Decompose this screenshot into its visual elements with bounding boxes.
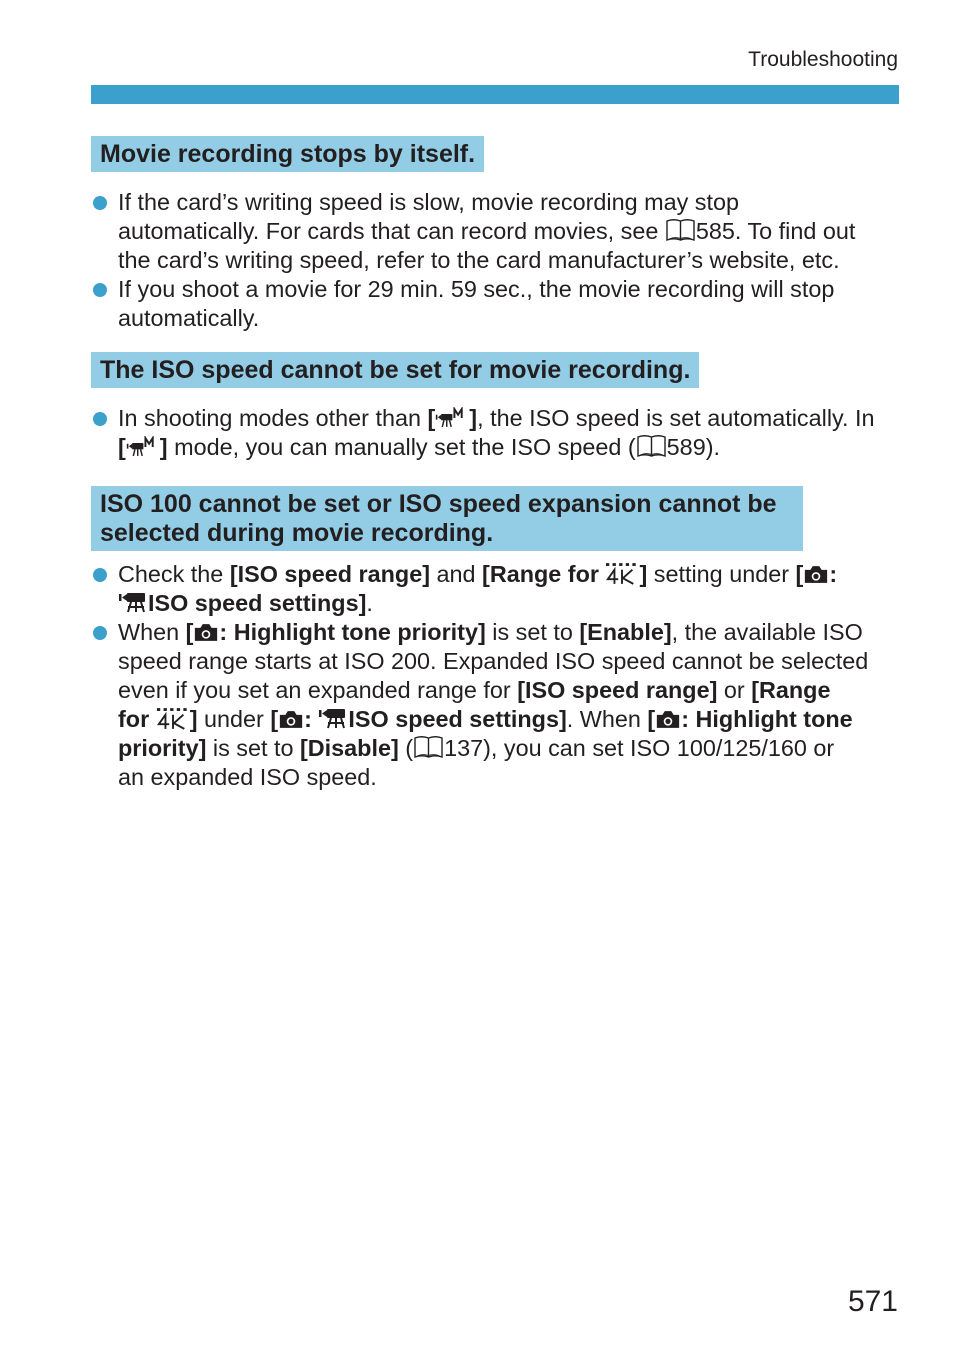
text-span: 589). (666, 434, 720, 460)
text-span: under (197, 706, 271, 732)
menu-term: priority] (118, 735, 207, 761)
text-span: automatically. For cards that can record movies, see (118, 218, 665, 244)
list-item (91, 275, 903, 333)
text-line (118, 618, 903, 647)
section-heading-iso-movie (91, 352, 699, 388)
menu-term: : (829, 561, 838, 587)
bracket: [ (795, 561, 804, 587)
text-line (118, 404, 903, 433)
section-list-iso-100 (91, 560, 903, 792)
section-list-iso-movie (91, 404, 903, 462)
text-line: If you shoot a movie for 29 min. 59 sec., the movie recording will stop (118, 276, 835, 302)
4k-icon (605, 562, 639, 585)
book-reference-icon (665, 218, 696, 242)
book-reference-icon (636, 434, 667, 458)
text-span: , the ISO speed is set automatically. In (477, 405, 875, 431)
text-span: is set to (206, 735, 300, 761)
menu-term: ISO speed settings] (348, 706, 567, 732)
text-line (118, 705, 903, 734)
menu-term: [ISO speed range] (229, 561, 430, 587)
bracket: [ (647, 706, 656, 732)
heading-text: Movie recording stops by itself. (100, 140, 476, 168)
bullet-dot (93, 626, 107, 640)
menu-term: [ISO speed range] (517, 677, 718, 703)
text-span: or (717, 677, 752, 703)
bullet-dot (93, 412, 107, 426)
section-heading-iso-100 (91, 486, 803, 551)
camera-icon (655, 709, 681, 730)
text-line: automatically. (118, 305, 260, 331)
text-line (118, 734, 903, 763)
top-accent-bar (91, 85, 899, 104)
text-span: . When (566, 706, 648, 732)
movie-manual-mode-icon (126, 436, 160, 458)
text-line (118, 433, 903, 462)
bracket: [ (185, 619, 194, 645)
text-line (118, 589, 903, 618)
menu-term: [Disable] (299, 735, 399, 761)
text-span: In shooting modes other than (118, 405, 428, 431)
section-heading-movie-stops (91, 136, 484, 172)
camera-icon (803, 564, 829, 585)
bracket: ] (189, 706, 198, 732)
menu-term: [Range for (482, 561, 606, 587)
text-span: 585. To find out (695, 218, 856, 244)
text-line: an expanded ISO speed. (118, 764, 377, 790)
menu-term: : Highlight tone priority] (219, 619, 486, 645)
text-span: When (118, 619, 186, 645)
bracket: [ (427, 405, 436, 431)
bullet-dot (93, 196, 107, 210)
text-span: ( (398, 735, 414, 761)
movie-icon (318, 706, 348, 730)
bracket: ] (159, 434, 168, 460)
heading-text-line-2: selected during movie recording. (100, 519, 494, 547)
heading-text-line-1: ISO 100 cannot be set or ISO speed expansion cannot be (100, 490, 777, 518)
text-line (118, 560, 903, 589)
text-span: mode, you can manually set the ISO speed ( (167, 434, 636, 460)
list-item (91, 560, 903, 618)
text-line: the card’s writing speed, refer to the card manufacturer’s website, etc. (118, 247, 840, 273)
menu-term: [Enable] (579, 619, 672, 645)
menu-term: [Range (751, 677, 831, 703)
text-line (118, 676, 903, 705)
movie-manual-mode-icon (435, 407, 469, 429)
text-span: setting under (647, 561, 796, 587)
text-span: and (430, 561, 483, 587)
section-list-movie-stops (91, 188, 903, 333)
menu-term: : Highlight tone (681, 706, 853, 732)
heading-text: The ISO speed cannot be set for movie recording. (100, 356, 691, 384)
running-head: Troubleshooting (748, 48, 898, 71)
list-item (91, 404, 903, 462)
list-item (91, 188, 903, 275)
movie-icon (118, 590, 148, 614)
bracket: ] (469, 405, 478, 431)
book-reference-icon (413, 735, 444, 759)
list-item (91, 618, 903, 792)
bullet-dot (93, 283, 107, 297)
text-line: speed range starts at ISO 200. Expanded ISO speed cannot be selected (118, 648, 869, 674)
4k-icon (156, 707, 190, 730)
menu-term: : (304, 706, 319, 732)
bracket: ] (639, 561, 648, 587)
camera-icon (278, 709, 304, 730)
text-span: , the available ISO (671, 619, 863, 645)
menu-term: for (118, 706, 156, 732)
text-span: even if you set an expanded range for (118, 677, 518, 703)
text-span: 137), you can set ISO 100/125/160 or (444, 735, 835, 761)
bullet-dot (93, 568, 107, 582)
text-line: If the card’s writing speed is slow, movie recording may stop (118, 189, 739, 215)
camera-icon (193, 622, 219, 643)
text-line (118, 217, 903, 246)
bracket: [ (118, 434, 126, 460)
page-number: 571 (847, 1285, 898, 1318)
text-span: . (366, 590, 373, 616)
bracket: [ (270, 706, 279, 732)
menu-term: ISO speed settings] (148, 590, 367, 616)
text-span: is set to (485, 619, 580, 645)
text-span: Check the (118, 561, 230, 587)
